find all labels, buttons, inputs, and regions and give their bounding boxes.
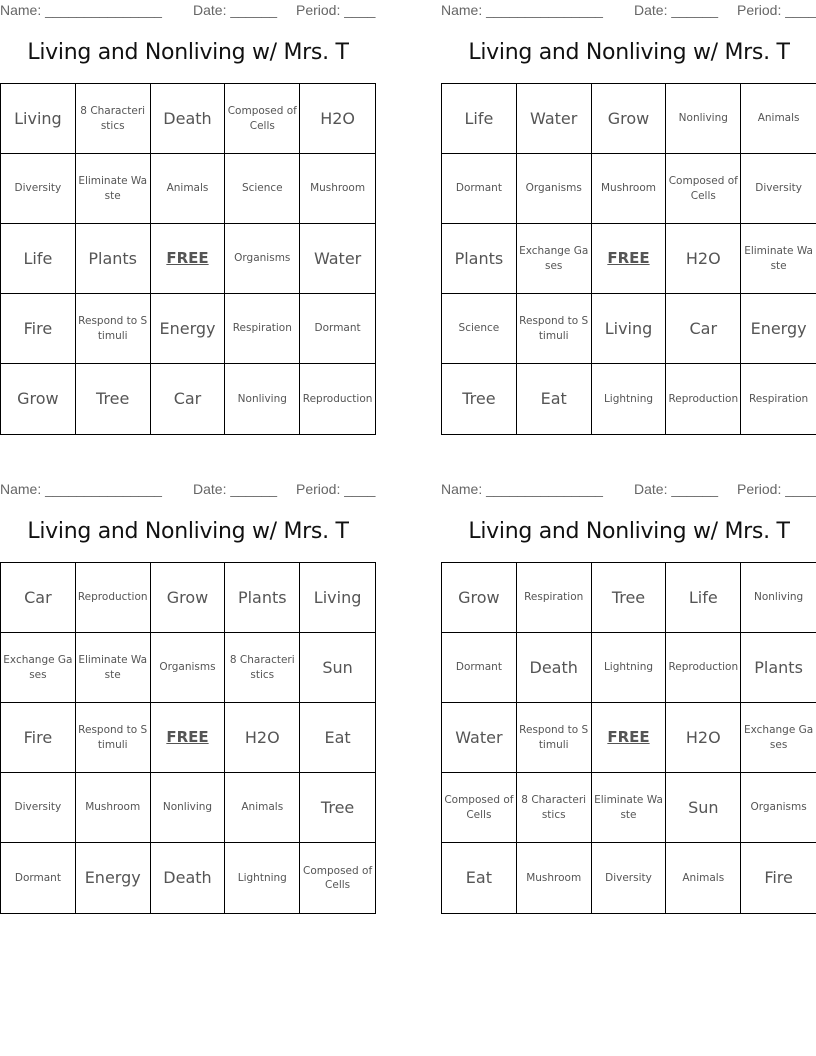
bingo-cell[interactable]: Life: [442, 84, 517, 154]
bingo-grid: [441, 83, 816, 435]
bingo-cell[interactable]: Living: [592, 294, 667, 364]
bingo-cell[interactable]: Animals: [741, 84, 816, 154]
bingo-cell[interactable]: Mushroom: [592, 154, 667, 224]
free-space[interactable]: FREE: [592, 703, 667, 773]
bingo-cell[interactable]: Reproduction: [666, 633, 741, 703]
bingo-cell[interactable]: Death: [151, 843, 226, 913]
bingo-cell[interactable]: Plants: [225, 563, 300, 633]
date-field[interactable]: Date: ______: [193, 481, 278, 497]
bingo-cell[interactable]: Dormant: [300, 294, 375, 364]
bingo-cell[interactable]: Plants: [76, 224, 151, 294]
bingo-cell[interactable]: Fire: [1, 294, 76, 364]
bingo-cell[interactable]: Exchange Gases: [517, 224, 592, 294]
bingo-cell[interactable]: Lightning: [592, 364, 667, 434]
bingo-cell[interactable]: Lightning: [592, 633, 667, 703]
bingo-cell[interactable]: Nonliving: [666, 84, 741, 154]
bingo-cell[interactable]: Organisms: [741, 773, 816, 843]
bingo-cell[interactable]: Respond to Stimuli: [76, 703, 151, 773]
bingo-cell[interactable]: Lightning: [225, 843, 300, 913]
bingo-cell[interactable]: Nonliving: [741, 563, 816, 633]
date-field[interactable]: Date: ______: [634, 481, 719, 497]
bingo-cell[interactable]: Respiration: [225, 294, 300, 364]
bingo-cell[interactable]: Exchange Gases: [1, 633, 76, 703]
bingo-cell[interactable]: Grow: [442, 563, 517, 633]
bingo-cell[interactable]: Sun: [300, 633, 375, 703]
period-field[interactable]: Period: ____: [296, 481, 376, 497]
date-field[interactable]: Date: ______: [193, 2, 278, 18]
bingo-cell[interactable]: Composed of Cells: [666, 154, 741, 224]
bingo-cell[interactable]: Respond to Stimuli: [517, 703, 592, 773]
bingo-cell[interactable]: Organisms: [151, 633, 226, 703]
bingo-cell[interactable]: H2O: [666, 224, 741, 294]
bingo-cell[interactable]: Car: [151, 364, 226, 434]
bingo-cell[interactable]: Grow: [151, 563, 226, 633]
bingo-cell[interactable]: Tree: [442, 364, 517, 434]
card-title: Living and Nonliving w/ Mrs. T: [468, 519, 790, 544]
bingo-cell[interactable]: Organisms: [517, 154, 592, 224]
bingo-cell[interactable]: Eat: [300, 703, 375, 773]
bingo-cell[interactable]: Eat: [517, 364, 592, 434]
name-field[interactable]: Name: _______________: [441, 481, 603, 497]
bingo-cell[interactable]: Nonliving: [151, 773, 226, 843]
bingo-cell[interactable]: Fire: [764, 868, 793, 888]
bingo-cell[interactable]: Death: [517, 633, 592, 703]
bingo-cell[interactable]: Animals: [225, 773, 300, 843]
bingo-cell[interactable]: Respond to Stimuli: [76, 294, 151, 364]
bingo-cell[interactable]: Eliminate Waste: [741, 224, 816, 294]
bingo-cell[interactable]: H2O: [225, 703, 300, 773]
bingo-cell[interactable]: Respiration: [748, 392, 809, 405]
bingo-cell[interactable]: Living: [300, 563, 375, 633]
bingo-cell[interactable]: Tree: [592, 563, 667, 633]
period-field[interactable]: Period: ____: [737, 481, 816, 497]
bingo-cell[interactable]: Reproduction: [302, 392, 373, 405]
bingo-cell[interactable]: Mushroom: [76, 773, 151, 843]
bingo-cell[interactable]: Eliminate Waste: [76, 154, 151, 224]
free-space[interactable]: FREE: [151, 703, 226, 773]
bingo-cell[interactable]: H2O: [300, 84, 375, 154]
bingo-cell[interactable]: Animals: [666, 843, 741, 913]
bingo-cell[interactable]: Energy: [741, 294, 816, 364]
bingo-cell[interactable]: Science: [225, 154, 300, 224]
bingo-cell[interactable]: Water: [300, 224, 375, 294]
bingo-cell[interactable]: Eliminate Waste: [592, 773, 667, 843]
name-field[interactable]: Name: _______________: [441, 2, 603, 18]
bingo-cell[interactable]: Mushroom: [517, 843, 592, 913]
bingo-cell[interactable]: Exchange Gases: [741, 703, 816, 773]
bingo-cell[interactable]: Respiration: [517, 563, 592, 633]
bingo-grid: [0, 83, 376, 435]
card-title: Living and Nonliving w/ Mrs. T: [27, 40, 349, 65]
bingo-cell[interactable]: Mushroom: [300, 154, 375, 224]
bingo-cell[interactable]: Eat: [442, 843, 517, 913]
bingo-cell[interactable]: 8 Characteristics: [76, 84, 151, 154]
bingo-grid: [441, 562, 816, 914]
bingo-cell[interactable]: Composed of Cells: [442, 773, 517, 843]
bingo-cell[interactable]: Sun: [666, 773, 741, 843]
bingo-cell[interactable]: Organisms: [225, 224, 300, 294]
period-field[interactable]: Period: ____: [737, 2, 816, 18]
name-field[interactable]: Name: _______________: [0, 2, 162, 18]
bingo-cell[interactable]: Nonliving: [225, 364, 300, 434]
bingo-cell[interactable]: Car: [666, 294, 741, 364]
bingo-cell[interactable]: Dormant: [442, 633, 517, 703]
bingo-cell[interactable]: Science: [442, 294, 517, 364]
bingo-cell[interactable]: Diversity: [1, 773, 76, 843]
free-space[interactable]: FREE: [592, 224, 667, 294]
bingo-cell[interactable]: Grow: [592, 84, 667, 154]
student-info-header: [441, 481, 816, 499]
date-field[interactable]: Date: ______: [634, 2, 719, 18]
bingo-cell[interactable]: Living: [1, 84, 76, 154]
bingo-cell[interactable]: Composed of Cells: [225, 84, 300, 154]
student-info-header: [0, 2, 376, 20]
bingo-cell[interactable]: Dormant: [1, 843, 76, 913]
card-title: Living and Nonliving w/ Mrs. T: [27, 519, 349, 544]
bingo-cell[interactable]: Respond to Stimuli: [517, 294, 592, 364]
bingo-cell[interactable]: Composed of Cells: [303, 864, 373, 891]
bingo-cell[interactable]: Energy: [151, 294, 226, 364]
bingo-cell[interactable]: Fire: [1, 703, 76, 773]
bingo-grid: [0, 562, 376, 914]
bingo-cell[interactable]: Tree: [300, 773, 375, 843]
bingo-cell[interactable]: Tree: [76, 364, 151, 434]
bingo-cell[interactable]: H2O: [666, 703, 741, 773]
bingo-cell[interactable]: Diversity: [1, 154, 76, 224]
bingo-cell[interactable]: Reproduction: [76, 563, 151, 633]
bingo-cell[interactable]: Grow: [1, 364, 76, 434]
bingo-cell[interactable]: Plants: [442, 224, 517, 294]
bingo-cell[interactable]: Car: [1, 563, 76, 633]
bingo-cell[interactable]: Death: [151, 84, 226, 154]
student-info-header: [441, 2, 816, 20]
student-info-header: [0, 481, 376, 499]
bingo-cell[interactable]: Animals: [151, 154, 226, 224]
bingo-cell[interactable]: Diversity: [741, 154, 816, 224]
bingo-cell[interactable]: Reproduction: [666, 364, 741, 434]
bingo-cell[interactable]: Eliminate Waste: [76, 633, 151, 703]
bingo-cell[interactable]: Diversity: [592, 843, 667, 913]
name-field[interactable]: Name: _______________: [0, 481, 162, 497]
bingo-cell[interactable]: Energy: [76, 843, 151, 913]
bingo-cell[interactable]: Water: [517, 84, 592, 154]
bingo-cell[interactable]: 8 Characteristics: [517, 773, 592, 843]
bingo-cell[interactable]: Life: [666, 563, 741, 633]
bingo-cell[interactable]: Water: [442, 703, 517, 773]
period-field[interactable]: Period: ____: [296, 2, 376, 18]
bingo-cell[interactable]: Dormant: [442, 154, 517, 224]
bingo-cell[interactable]: 8 Characteristics: [225, 633, 300, 703]
free-space[interactable]: FREE: [151, 224, 226, 294]
bingo-cell[interactable]: Plants: [741, 633, 816, 703]
card-title: Living and Nonliving w/ Mrs. T: [468, 40, 790, 65]
bingo-cell[interactable]: Life: [1, 224, 76, 294]
